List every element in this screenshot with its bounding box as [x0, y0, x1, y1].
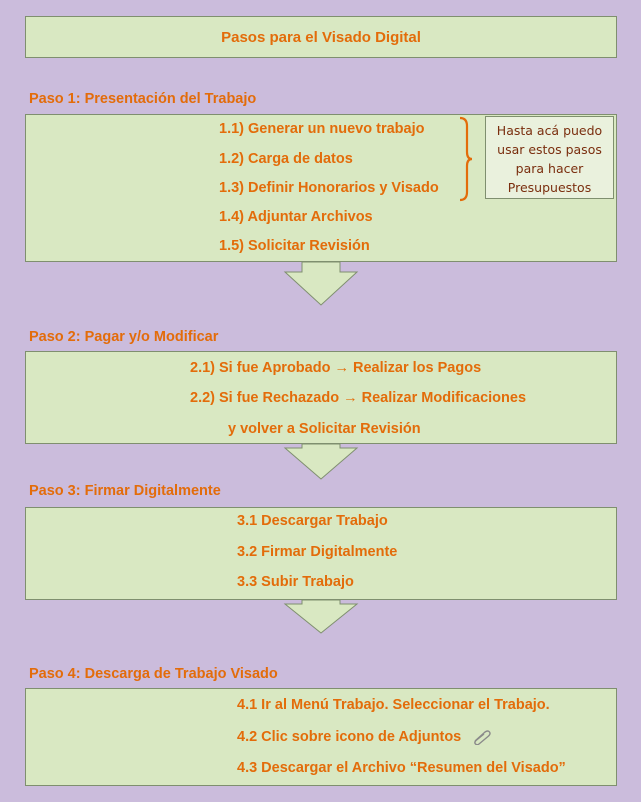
step-2-line-3: y volver a Solicitar Revisión: [228, 421, 421, 437]
note-line-2: usar estos pasos: [497, 142, 602, 157]
step-1-line-5: 1.5) Solicitar Revisión: [219, 238, 370, 254]
step-3-heading: Paso 3: Firmar Digitalmente: [29, 483, 221, 499]
paperclip-icon: [471, 729, 491, 745]
step-2-line-1: 2.1) Si fue Aprobado → Realizar los Pagos: [190, 360, 482, 376]
step-2-heading: Paso 2: Pagar y/o Modificar: [29, 329, 219, 345]
down-arrow-3: [284, 600, 358, 634]
down-arrow-1: [284, 262, 358, 306]
step-4-line-2-row: [237, 729, 491, 745]
note-line-3: para hacer: [515, 161, 584, 176]
note-line-1: Hasta acá puedo: [496, 123, 603, 138]
step-2-line-2: 2.2) Si fue Rechazado → Realizar Modificaciones: [190, 390, 527, 406]
step-3-line-3: 3.3 Subir Trabajo: [237, 574, 354, 590]
step-4-line-2: 4.2 Clic sobre icono de Adjuntos: [237, 729, 462, 745]
step-1-line-3: 1.3) Definir Honorarios y Visado: [219, 180, 439, 196]
budget-note: [485, 116, 614, 199]
step-4-heading: Paso 4: Descarga de Trabajo Visado: [29, 666, 278, 682]
step-4-line-3: 4.3 Descargar el Archivo “Resumen del Visado”: [237, 760, 566, 776]
step-4-line-1: 4.1 Ir al Menú Trabajo. Seleccionar el Trabajo.: [237, 697, 550, 713]
step-1-heading: Paso 1: Presentación del Trabajo: [29, 91, 257, 107]
step-1-line-2: 1.2) Carga de datos: [219, 151, 353, 167]
note-line-4: Presupuestos: [507, 180, 592, 195]
bracket-shape: [457, 116, 473, 202]
step-1-line-4: 1.4) Adjuntar Archivos: [219, 209, 373, 225]
down-arrow-2: [284, 444, 358, 480]
title-box: [25, 16, 617, 58]
step-3-line-2: 3.2 Firmar Digitalmente: [237, 544, 398, 560]
step-1-line-1: 1.1) Generar un nuevo trabajo: [219, 121, 425, 137]
diagram-title: Pasos para el Visado Digital: [221, 28, 421, 46]
step-3-line-1: 3.1 Descargar Trabajo: [237, 513, 388, 529]
